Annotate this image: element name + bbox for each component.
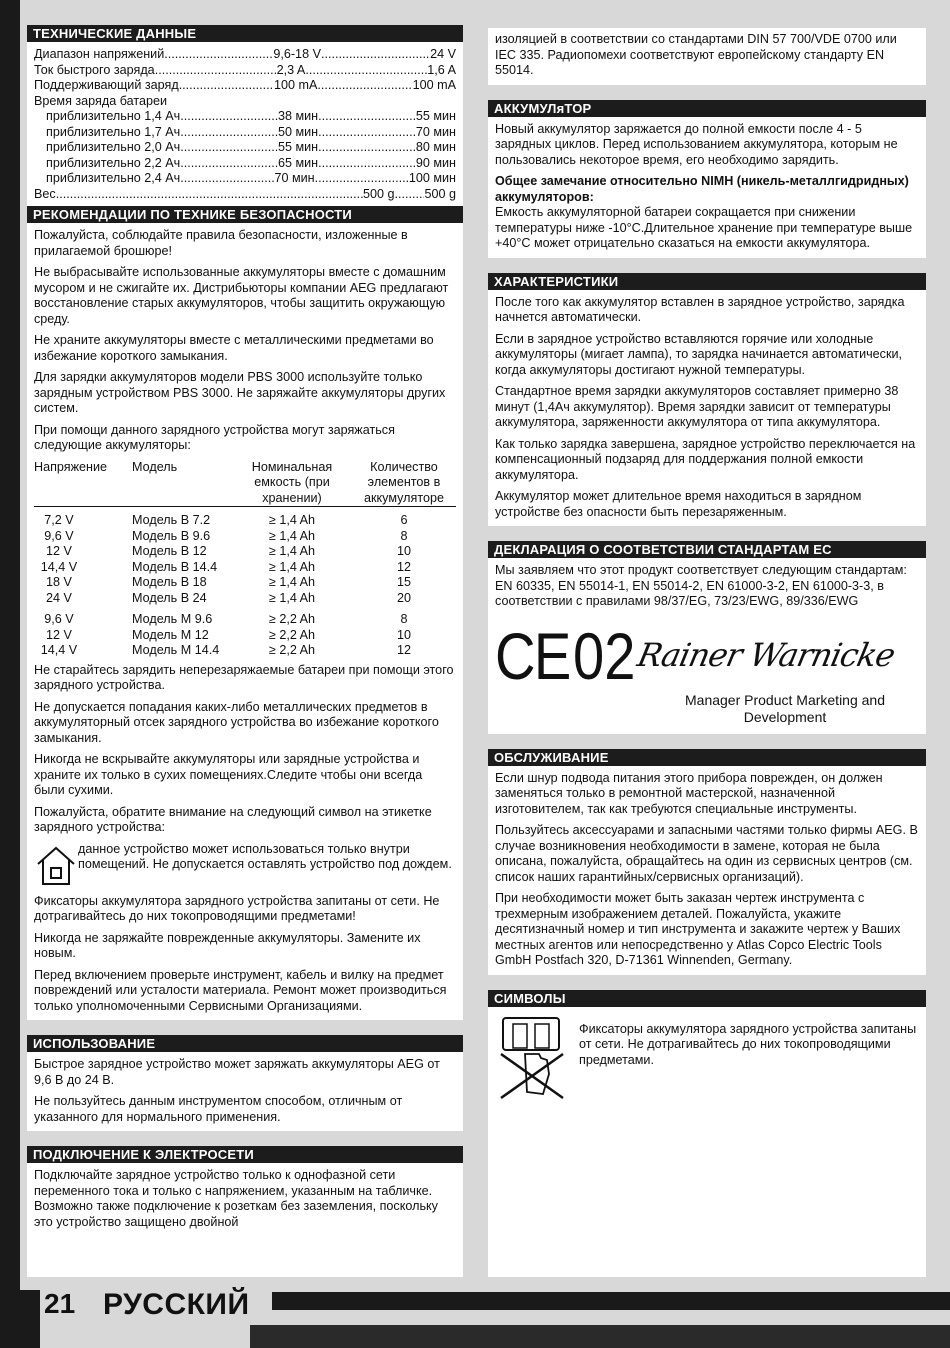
paragraph: Подключайте зарядное устройство только к однофазной сети переменного тока и только с напряжением, указанным на табличке. Возможно также подключение к розеткам без заземления, поскольку это устройство защищено двойной [34,1168,438,1229]
paragraph: При необходимости может быть заказан чертеж инструмента с трехмерным изображением деталей. Пожалуйста, укажите десятизначный номер и тип инструмента и закажите чертеж у Ваших местных агентов или непосредственно у Atlas Copco Electric Tools GmbH Postfach 320, D-71361 Winnenden, Germany. [495,891,901,967]
left-edge-strip [0,0,20,1290]
paragraph: Для зарядки аккумуляторов модели PBS 3000 используйте только зарядным устройством PBS 3000. Не заряжайте аккумуляторы других систем. [34,370,446,415]
usage-body [27,1057,463,1125]
tech-data-list [27,47,463,202]
language-label: РУССКИЙ [103,1288,250,1321]
paragraph: изоляцией в соответствии со стандартами DIN 57 700/VDE 0700 или IEC 335. Радиопомехи соответствуют европейскому стандарту EN 55014. [495,32,897,77]
indoor-use-text: данное устройство может использоваться только внутри помещений. Не допускается оставлять устройство под дождем. [78,841,452,871]
right-column [488,28,926,1277]
paragraph: Пожалуйста, обратите внимание на следующий символ на этикетке зарядного устройства: [34,804,432,834]
paragraph: Емкость аккумуляторной батареи сокращается при снижении температуры ниже -10°C.Длительное хранение при температуре выше +40°C может отрицательно сказаться на емкости аккумулятора. [495,205,913,250]
section-title-features: ХАРАКТЕРИСТИКИ [488,273,926,290]
section-title-safety: РЕКОМЕНДАЦИИ ПО ТЕХНИКЕ БЕЗОПАСНОСТИ [27,206,463,223]
paragraph: Как только зарядка завершена, зарядное устройство переключается на компенсационный подзаряд для поддержания полной емкости аккумулятора. [495,436,916,482]
symbol-block [495,1012,919,1100]
paragraph: Не старайтесь зарядить неперезаряжаемые батареи при помощи этого зарядного устройства. [34,662,454,692]
page-number: 21 [44,1288,76,1319]
left-column [27,25,463,1277]
battery-body [488,122,926,252]
section-title-tech-data: ТЕХНИЧЕСКИЕ ДАННЫЕ [27,25,463,42]
paragraph: Перед включением проверьте инструмент, кабель и вилку на предмет повреждений или усталости материала. Ремонт может производиться только уполномоченными Сервисными Организациями. [34,967,447,1013]
symbol-description: Фиксаторы аккумулятора зарядного устройства запитаны от сети. Не дотрагивайтесь до них токопроводящими предметами. [579,1021,917,1067]
paragraph: Стандартное время зарядки аккумуляторов составляет примерно 38 минут (1,4Ач аккумулятор). Время зарядки зависит от температуры аккумулятора, заряженности аккумулятора от типа аккумулятора. [495,384,899,429]
power-body [27,1168,463,1230]
spec-row: приблизительно 1,4 Ач ..... 38 мин ..... 55 мин [34,109,456,125]
symbols-body [488,1012,926,1100]
battery-table [34,460,456,659]
table-row: 24 V Модель B 24 ≥ 1,4 Ah 20 [46,590,411,605]
col-voltage: Напряжение [34,460,132,507]
ce-signature-block [495,620,919,692]
footer-bar [272,1292,950,1310]
spec-row: Ток быстрого заряда ..... 2,3 A ..... 1,6 A [34,63,456,79]
paragraph: Никогда не заряжайте поврежденные аккумуляторы. Замените их новым. [34,930,421,960]
safety-body [27,228,463,1014]
paragraph: Фиксаторы аккумулятора зарядного устройства запитаны от сети. Не дотрагивайтесь до них токопроводящими предметами! [34,893,440,923]
spec-row: Вес ..... 500 g ..... 500 g [34,187,456,203]
paragraph: Никогда не вскрывайте аккумуляторы или зарядные устройства и храните их только в сухих помещениях.Следите чтобы они всегда были сухими. [34,752,423,797]
ce-number: 02 [572,618,636,693]
table-row: 14,4 V Модель M 14.4 ≥ 2,2 Ah 12 [40,643,411,657]
signature: Rainer Warnicke [634,635,899,674]
no-touch-contacts-icon [497,1014,569,1100]
table-row: 12 V Модель M 12 ≥ 2,2 Ah 10 [46,627,411,642]
features-body [488,295,926,521]
section-title-usage: ИСПОЛЬЗОВАНИЕ [27,1035,463,1052]
ce-mark: CE [495,618,570,693]
section-title-power: ПОДКЛЮЧЕНИЕ К ЭЛЕКТРОСЕТИ [27,1146,463,1163]
spec-row: приблизительно 2,2 Ач ..... 65 мин ..... 90 мин [34,156,456,172]
paragraph: Не пользуйтесь данным инструментом способом, отличным от указанного для нормального применения. [34,1094,403,1124]
indoor-use-symbol-block [34,842,456,888]
footer-stripe [250,1325,950,1348]
paragraph: После того как аккумулятор вставлен в зарядное устройство, зарядка начнется автоматически. [495,294,905,324]
continued-text [488,28,926,79]
section-title-battery: АККУМУЛяТОР [488,100,926,117]
footer-block-left [0,1290,40,1348]
table-row: 7,2 V Модель B 7.2 ≥ 1,4 Ah 6 [44,513,408,527]
paragraph: Не допускается попадания каких-либо металлических предметов в аккумуляторный отсек зарядного устройства во избежание короткого замыкания. [34,699,439,745]
table-row: 9,6 V Модель B 9.6 ≥ 1,4 Ah 8 [44,528,408,543]
col-model: Модель [132,460,232,507]
paragraph-bold: Общее замечание относительно NIMH (никель-металлгидридных) аккумуляторов: [495,174,909,204]
paragraph: Пожалуйста, соблюдайте правила безопасности, изложенные в прилагаемой брошюре! [34,228,408,258]
spec-row: приблизительно 2,4 Ач ..... 70 мин ..... 100 мин [34,171,456,187]
table-row: 9,6 V Модель M 9.6 ≥ 2,2 Ah 8 [44,612,408,626]
spec-row: приблизительно 1,7 Ач ..... 50 мин ..... 70 мин [34,125,456,141]
paragraph: Не храните аккумуляторы вместе с металлическими предметами во избежание короткого замыкания. [34,333,434,363]
spec-row: Диапазон напряжений ..... 9,6-18 V ..... 24 V [34,47,456,63]
col-capacity: Номинальная емкость (при хранении) [232,460,352,507]
section-title-service: ОБСЛУЖИВАНИЕ [488,749,926,766]
paragraph: При помощи данного зарядного устройства могут заряжаться следующие аккумуляторы: [34,422,395,452]
paragraph: Аккумулятор может длительное время находиться в зарядном устройстве без опасности быть перезаряженным. [495,489,862,519]
charge-time-title: Время заряда батареи [34,93,168,108]
spec-row: приблизительно 2,0 Ач ..... 55 мин ..... 80 мин [34,140,456,156]
paragraph: Быстрое зарядное устройство может заряжать аккумуляторы AEG от 9,6 В до 24 В. [34,1057,440,1087]
col-cells: Количество элементов в аккумуляторе [352,460,456,507]
paragraph: Если в зарядное устройство вставляются горячие или холодные аккумуляторы (мигает лампа), то зарядка начинается автоматически, когда аккумуляторы достигают нужной температуры. [495,331,903,377]
table-row: 14,4 V Модель B 14.4 ≥ 1,4 Ah 12 [40,559,411,574]
table-row: 18 V Модель B 18 ≥ 1,4 Ah 15 [46,575,411,589]
house-indoor-icon [34,842,78,888]
paragraph: Пользуйтесь аксессуарами и запасными частями только фирмы AEG. В случае возникновения необходимости в замене, которая не была описана, пожалуйста, обращайтесь на один из сервисных центров (см. список наших гарантийных/сервисных организаций). [495,823,918,884]
section-title-symbols: СИМВОЛЫ [488,990,926,1007]
spec-row: Поддерживающий заряд ..... 100 mA ..... 100 mA [34,78,456,94]
service-body [488,771,926,969]
table-row: 12 V Модель B 12 ≥ 1,4 Ah 10 [46,544,411,558]
paragraph: Мы заявляем что этот продукт соответствует следующим стандартам: EN 60335, EN 55014-1, EN 55014-2, EN 61000-3-2, EN 61000-3-3, в соответствии с правилами 98/37/EG, 73/23/EWG, 89/336/EWG [495,563,907,608]
paragraph: Если шнур подвода питания этого прибора поврежден, он должен заменяться только в ремонтной мастерской, назначенной изготовителем, так как требуются специальные инструменты. [495,770,883,816]
paragraph: Не выбрасывайте использованные аккумуляторы вместе с домашним мусором и не сжигайте их. Дистрибьюторы компании AEG предлагают восстановление старых аккумуляторов, чтобы защитить окружающую среду. [34,265,449,326]
declaration-body [488,563,926,734]
paragraph: Новый аккумулятор заряжается до полной емкости после 4 - 5 зарядных циклов. Перед использованием аккумулятора, которым не пользовались некоторое время, его необходимо зарядить. [495,121,898,167]
signer-role: Manager Product Marketing and Development [685,691,885,725]
section-title-declaration: ДЕКЛАРАЦИЯ О СООТВЕТСТВИИ СТАНДАРТАМ ЕС [488,541,926,558]
